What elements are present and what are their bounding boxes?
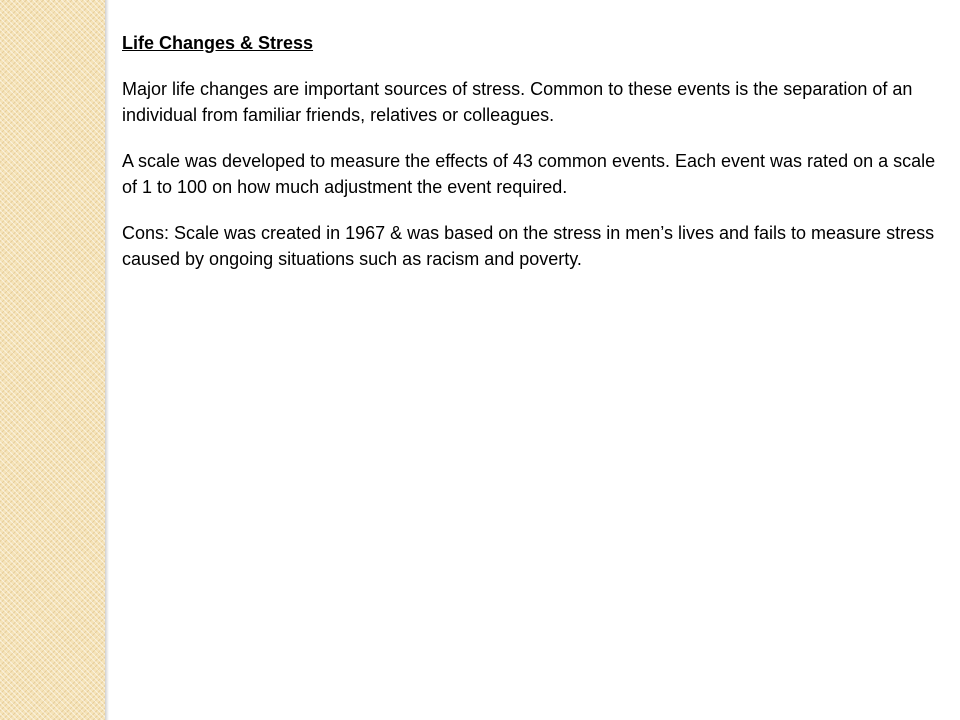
paragraph-cons: Cons: Scale was created in 1967 & was based on the stress in men’s lives and fails to measure stress caused by ongoing situations such as racism and poverty.: [122, 223, 935, 269]
side-band-shadow: [105, 0, 109, 720]
paragraph-scale: A scale was developed to measure the effects of 43 common events. Each event was rated on a scale of 1 to 100 on how much adjustment the event required.: [122, 151, 936, 197]
slide-heading: Life Changes & Stress: [122, 33, 314, 53]
paragraph-life-changes: Major life changes are important sources of stress. Common to these events is the separation of an individual from familiar friends, relatives or colleagues.: [122, 79, 913, 125]
slide-content: [122, 30, 940, 292]
decorative-side-band: [0, 0, 105, 720]
